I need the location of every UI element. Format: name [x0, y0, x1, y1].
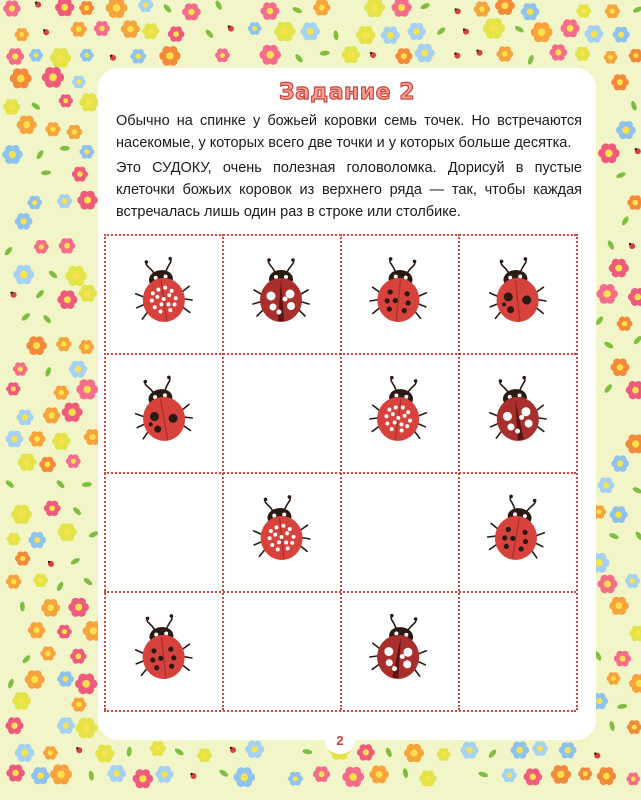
task-paragraph-1: Обычно на спинке у божьей коровки семь точек. Но встречаются насекомые, у которых всего две точки и у которых больше десятка. [116, 113, 582, 151]
ladybug-big-white-dots-icon [477, 373, 557, 453]
empty-cell[interactable] [222, 591, 340, 710]
task-title: Задание 2 [278, 80, 416, 105]
ladybug-cell-many-small-dots [104, 234, 222, 353]
ladybug-seven-dots-icon [477, 492, 557, 572]
ladybug-big-white-dots-icon [241, 254, 321, 334]
ladybug-seven-dots-icon [359, 254, 439, 334]
ladybug-big-white-dots-icon [359, 611, 439, 691]
ladybug-cell-seven-dots [104, 591, 222, 710]
empty-cell[interactable] [458, 591, 576, 710]
ladybug-cell-big-white-dots [458, 353, 576, 472]
sudoku-grid [104, 234, 576, 710]
page-number: 2 [325, 728, 355, 754]
ladybug-many-small-dots-icon [359, 373, 439, 453]
grid-line-vertical [458, 234, 460, 710]
ladybug-cell-many-small-dots [222, 472, 340, 591]
ladybug-cell-seven-dots [458, 472, 576, 591]
ladybug-cell-big-white-dots [222, 234, 340, 353]
ladybug-many-small-dots-icon [241, 492, 321, 572]
ladybug-seven-dots-icon [123, 611, 203, 691]
ladybug-many-small-dots-icon [123, 254, 203, 334]
ladybug-cell-few-big-dots [104, 353, 222, 472]
grid-line-vertical [340, 234, 342, 710]
empty-cell[interactable] [104, 472, 222, 591]
empty-cell[interactable] [222, 353, 340, 472]
task-paragraph-2: Это СУДОКУ, очень полезная головоломка. Дорисуй в пустые клеточки божьих коровок из верхнего ряда — так, чтобы каждая встречалась лишь один раз в строке или столбике. [116, 160, 582, 220]
ladybug-few-big-dots-icon [123, 373, 203, 453]
ladybug-cell-seven-dots [340, 234, 458, 353]
empty-cell[interactable] [340, 472, 458, 591]
grid-line-horizontal [104, 710, 576, 712]
ladybug-few-big-dots-icon [477, 254, 557, 334]
ladybug-cell-big-white-dots [340, 591, 458, 710]
ladybug-cell-few-big-dots [458, 234, 576, 353]
ladybug-cell-many-small-dots [340, 353, 458, 472]
grid-line-horizontal [104, 591, 576, 593]
grid-line-vertical [576, 234, 578, 710]
